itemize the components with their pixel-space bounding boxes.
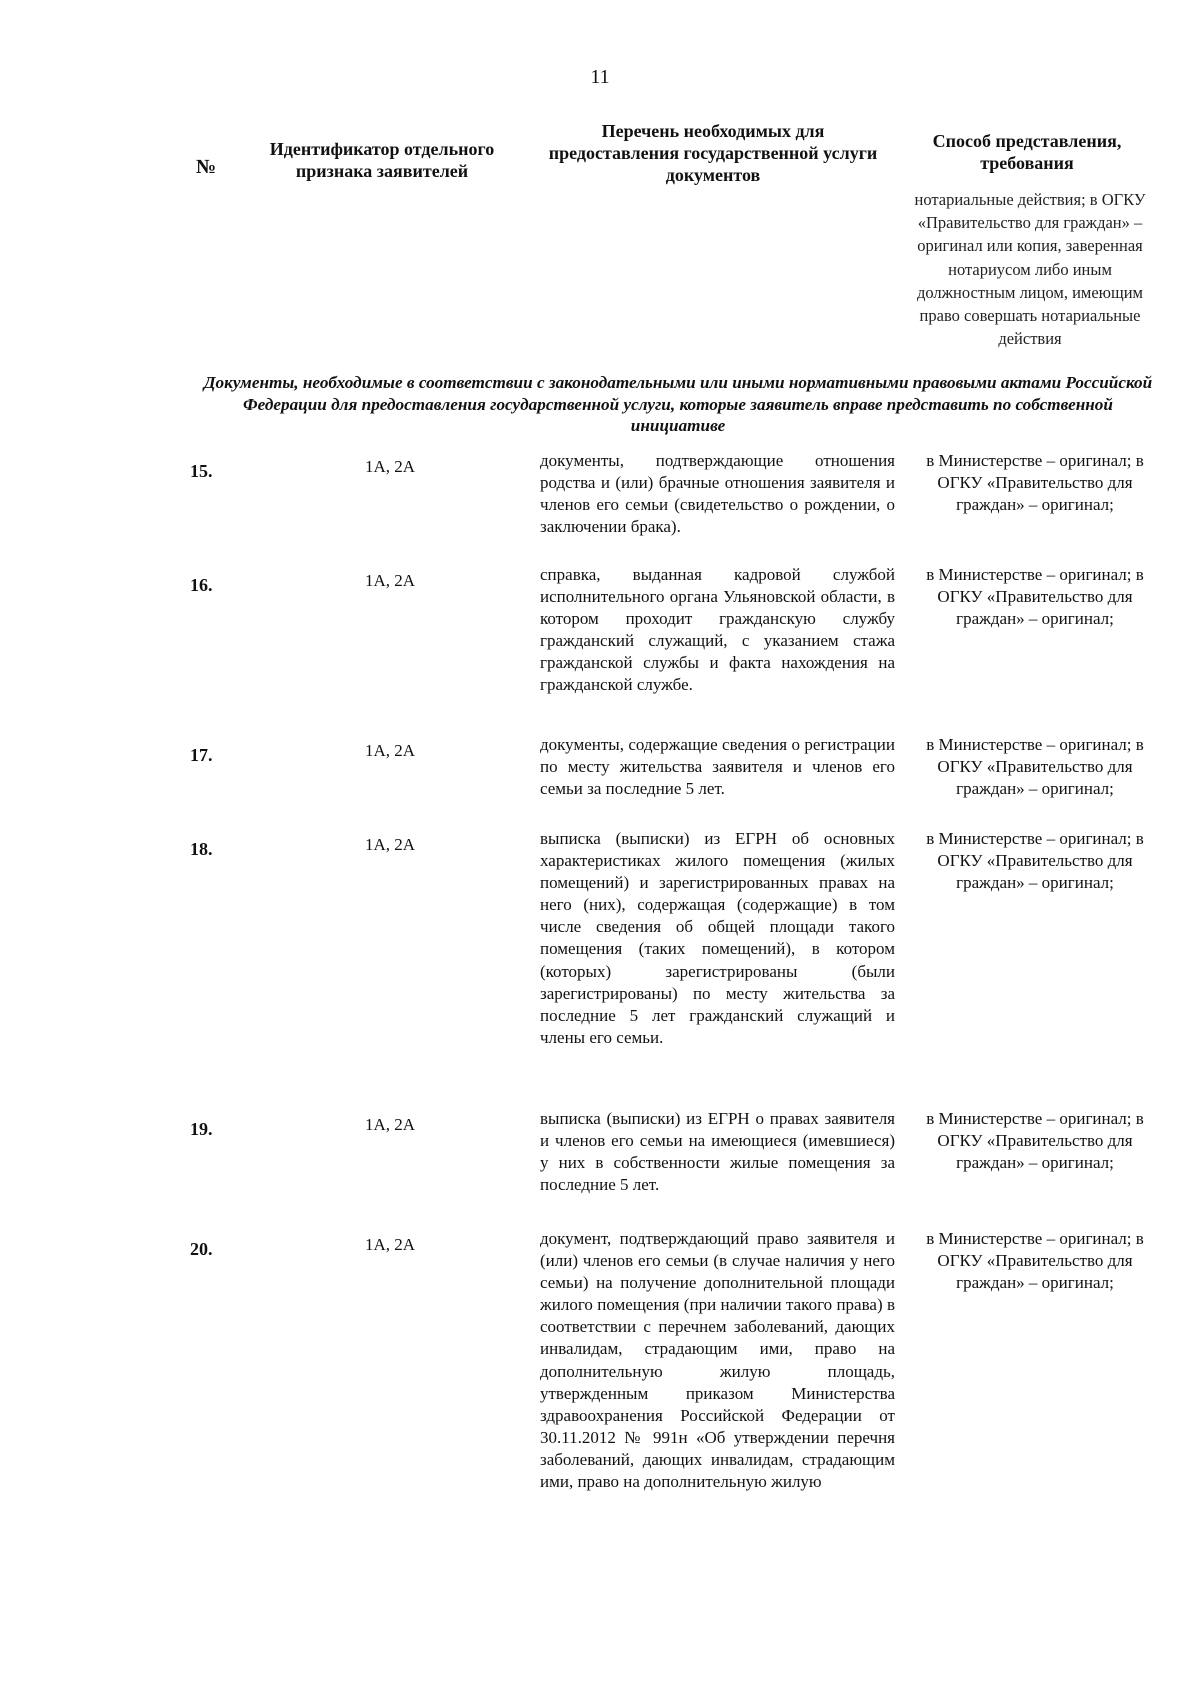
row-identifier: 1А, 2А: [364, 835, 416, 854]
row-identifier: 1А, 2А: [364, 571, 416, 590]
row-method: в Министерстве – оригинал; в ОГКУ «Правительство для граждан» – оригинал;: [926, 829, 1144, 893]
row-method: в Министерстве – оригинал; в ОГКУ «Правительство для граждан» – оригинал;: [926, 1109, 1144, 1173]
row-method: в Министерстве – оригинал; в ОГКУ «Правительство для граждан» – оригинал;: [926, 735, 1144, 799]
page-number: 11: [590, 66, 610, 88]
row-method: в Министерстве – оригинал; в ОГКУ «Правительство для граждан» – оригинал;: [926, 451, 1144, 515]
row-document: документы, подтверждающие отношения родства и (или) брачные отношения заявителя и членов его семьи (свидетельство о рождении, о заключении брака).: [540, 451, 895, 537]
row-document: документы, содержащие сведения о регистрации по месту жительства заявителя и членов его семьи за последние 5 лет.: [540, 735, 895, 799]
row-document: выписка (выписки) из ЕГРН о правах заявителя и членов его семьи на имеющиеся (имевшиеся) у них в собственности жилые помещения за последние 5 лет.: [540, 1109, 895, 1195]
row-number: 18.: [190, 839, 213, 859]
row-number: 20.: [190, 1239, 213, 1259]
continuation-method: нотариальные действия; в ОГКУ «Правительство для граждан» – оригинал или копия, заверенная нотариусом либо иным должностным лицом, имеющим право совершать нотариальные действия: [914, 190, 1146, 349]
row-identifier: 1А, 2А: [364, 1235, 416, 1254]
row-method: в Министерстве – оригинал; в ОГКУ «Правительство для граждан» – оригинал;: [926, 1229, 1144, 1293]
row-number: 17.: [190, 745, 213, 765]
row-number: 15.: [190, 461, 213, 481]
header-identifier: Идентификатор отдельного признака заявителей: [269, 139, 495, 181]
header-documents: Перечень необходимых для предоставления государственной услуги документов: [548, 121, 878, 185]
row-document: выписка (выписки) из ЕГРН об основных характеристиках жилого помещения (жилых помещений) и зарегистрированных правах на него (них), содержащая (содержащие) в том числе сведения об общей площади такого помещения (таких помещений), в котором (которых) зарегистрированы (были зарегистрированы) по месту жительства за последние 5 лет гражданский служащий и члены его семьи.: [540, 829, 895, 1047]
row-document: справка, выданная кадровой службой исполнительного органа Ульяновской области, в котором проходит гражданскую службу гражданский служащий, с указанием стажа гражданской службы и факта нахождения на гражданской службе.: [540, 565, 895, 695]
row-document: документ, подтверждающий право заявителя и (или) членов его семьи (в случае наличия у него семьи) на получение дополнительной площади жилого помещения (при наличии такого права) в соответствии с перечнем заболеваний, дающих инвалидам, страдающим ими, право на дополнительную жилую площадь, утвержденным приказом Министерства здравоохранения Российской Федерации от 30.11.2012 № 991н «Об утверждении перечня заболеваний, дающих инвалидам, страдающим ими, право на дополнительную жилую: [540, 1229, 895, 1492]
row-identifier: 1А, 2А: [364, 741, 416, 760]
header-method: Способ представления, требования: [932, 131, 1122, 173]
row-identifier: 1А, 2А: [364, 457, 416, 476]
header-number: №: [196, 156, 217, 178]
row-method: в Министерстве – оригинал; в ОГКУ «Правительство для граждан» – оригинал;: [926, 565, 1144, 629]
section-title: Документы, необходимые в соответствии с законодательными или иными нормативными правовыми актами Российской Федерации для предоставления государственной услуги, которые заявитель вправе представить по собственной инициативе: [203, 373, 1153, 435]
row-identifier: 1А, 2А: [364, 1115, 416, 1134]
row-number: 19.: [190, 1119, 213, 1139]
row-number: 16.: [190, 575, 213, 595]
